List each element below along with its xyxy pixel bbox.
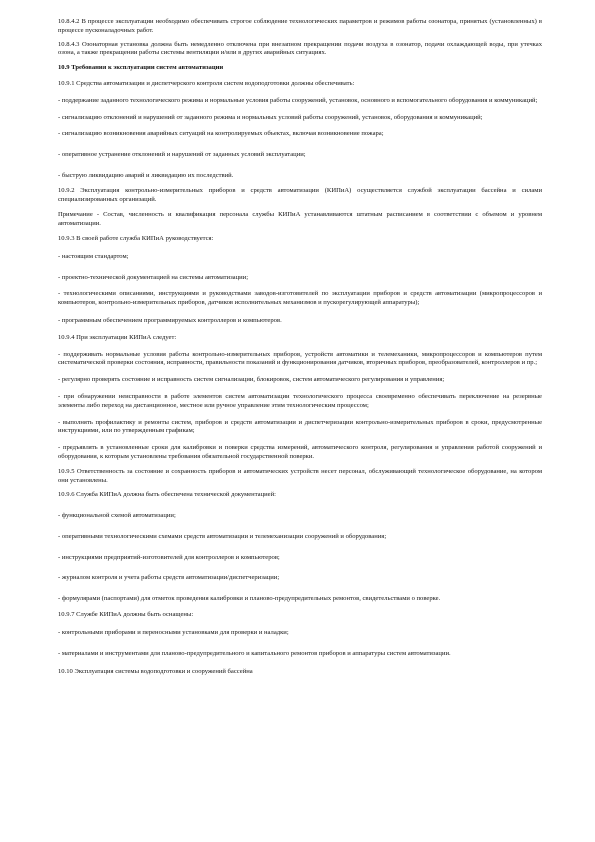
paragraph: 10.9.3 В своей работе служба КИПиА руководствуется: [58,234,214,242]
paragraph: - быструю ликвидацию аварий и ликвидацию их последствий. [58,171,234,179]
paragraph: - технологическими описаниями, инструкциями и руководствами заводов-изготовителей по эксплуатации приборов и средств автоматизации (микропроцессоров и компьютеров, контрольно-измерительных приборов, датчиков исполнительных механизмов и пускорегулирующей аппаратуры); [58,290,542,307]
section-heading: 10.9 Требования к эксплуатации систем автоматизации [58,64,224,72]
paragraph: - формулярами (паспортами) для отметок проведения калибровки и планово-предупредительных ремонтов, свидетельствами о поверке. [58,595,441,603]
paragraph: - программным обеспечением программируемых контроллеров и компьютеров. [58,316,282,324]
paragraph: - оперативными технологическими схемами средств автоматизации и телемеханизации сооружений и оборудования; [58,532,387,540]
paragraph: 10.9.2 Эксплуатация контрольно-измерительных приборов и средств автоматизации (КИПиА) осуществляется службой эксплуатации бассейна и силами специализированных организаций. [58,186,542,203]
paragraph: 10.9.6 Служба КИПиА должна быть обеспечена технической документацией: [58,491,276,499]
document-page [58,18,542,677]
paragraph: - функциональной схемой автоматизации; [58,512,176,520]
paragraph: - инструкциями предприятий-изготовителей для контроллеров и компьютеров; [58,553,280,561]
paragraph: 10.9.7 Службе КИПиА должны быть оснащены: [58,611,194,619]
paragraph: 10.8.4.3 Озонаторная установка должна быть немедленно отключена при внезапном прекращении подачи воздуха в озонатор, подачи охлаждающей воды, при утечках озона, а также прекращении работы системы вентиляции и/или в других аварийных ситуациях. [58,40,542,57]
paragraph: - контрольными приборами и переносными установками для проверки и наладки; [58,628,289,636]
paragraph: - поддерживать нормальные условия работы контрольно-измерительных приборов, устройств автоматики и телемеханики, микропроцессоров и компьютеров путем систематической проверки состояния, исправности, правильности показаний и функционирования датчиков, вторичных приборов, преобразователей, контроллеров и пр.; [58,350,542,367]
paragraph: - предъявлять в установленные сроки для калибровки и поверки средства измерений, автоматического контроля, регулирования и управления работой сооружений и оборудования, к которым установлены требования обязательной государственной поверки. [58,444,542,460]
paragraph: - настоящим стандартом; [58,252,129,260]
paragraph: 10.10 Эксплуатация системы водоподготовки и сооружений бассейна [58,668,253,676]
paragraph: 10.8.4.2 В процессе эксплуатации необходимо обеспечивать строгое соблюдение технологических параметров и режимов работы озонатора, принятых (установленных) в процессе пусконаладочных работ. [58,18,542,34]
paragraph: - выполнять профилактику и ремонты систем, приборов и средств автоматизации и диспетчеризации контрольно-измерительных приборов в сроки, предусмотренные инструкциями, или по утвержденным графикам; [58,418,542,435]
paragraph: 10.9.1 Средства автоматизации и диспетчерского контроля систем водоподготовки должны обеспечивать: [58,79,355,87]
paragraph: Примечание - Состав, численность и квалификация персонала службы КИПиА устанавливаются штатным расписанием в соответствии с объемом и уровнем автоматизации. [58,211,542,228]
paragraph: - оперативное устранение отклонений и нарушений от заданных условий эксплуатации; [58,151,306,159]
paragraph: 10.9.4 При эксплуатации КИПиА следует: [58,333,177,341]
paragraph: - при обнаружении неисправности в работе элементов систем автоматизации технологического процесса своевременно обеспечивать переключение на резервные элементы либо переход на дистанционное, местное или ручное управление этим технологическим процессом; [58,392,542,409]
paragraph: - сигнализацию возникновения аварийных ситуаций на контролируемых объектах, включая возникновение пожара; [58,130,384,138]
paragraph: - проектно-технической документацией на системы автоматизации; [58,273,249,281]
paragraph: 10.9.5 Ответственность за состояние и сохранность приборов и автоматических устройств несет персонал, обслуживающий технологическое оборудование, на котором они установлены. [58,467,542,484]
paragraph: - регулярно проверять состояние и исправность систем сигнализации, блокировок, систем автоматического регулирования и управления; [58,376,445,384]
paragraph: - материалами и инструментами для планово-предупредительного и капитального ремонтов приборов и аппаратуры систем автоматизации. [58,649,451,657]
paragraph: - журналом контроля и учета работы средств автоматизации/диспетчеризации; [58,574,280,582]
paragraph: - сигнализацию отклонений и нарушений от заданного режима и нормальных условий работы сооружений, установок, оборудования и коммуникаций; [58,113,483,121]
paragraph: - поддержание заданного технологического режима и нормальные условия работы сооружений, установок, основного и вспомогательного оборудования и коммуникаций; [58,96,538,104]
